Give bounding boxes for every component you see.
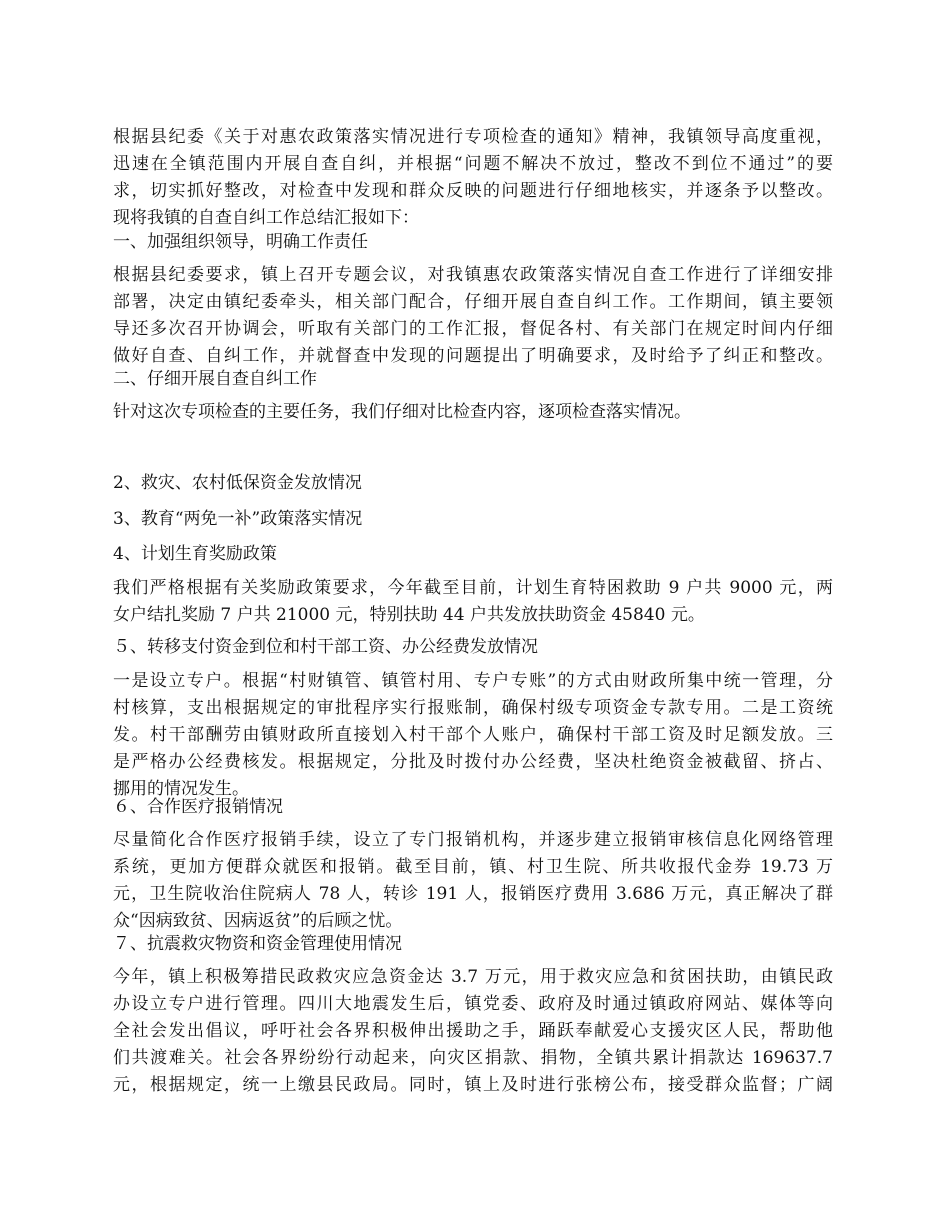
paragraph-line: 们共渡难关。社会各界纷纷行动起来，向灾区捐款、捐物，全镇共累计捐款达 169637.7: [113, 1048, 833, 1068]
paragraph-line: 发。村干部酬劳由镇财政所直接划入村干部个人账户，确保村干部工资及时足额发放。三: [113, 725, 833, 745]
paragraph-7: [113, 964, 833, 1099]
intro-paragraph: [113, 124, 833, 232]
list-item-text: ５、转移支付资金到位和村干部工资、办公经费发放情况: [113, 637, 538, 657]
paragraph-line: 尽量简化合作医疗报销手续，设立了专门报销机构，并逐步建立报销审核信息化网络管理: [113, 830, 833, 850]
paragraph-line: 办设立专户进行管理。四川大地震发生后，镇党委、政府及时通过镇政府网站、媒体等向: [113, 994, 833, 1014]
list-item-text: 4、计划生育奖励政策: [113, 544, 277, 564]
paragraph-line: 元，卫生院收治住院病人 78 人，转诊 191 人，报销医疗费用 3.686 万元，真正解决了群: [113, 884, 833, 904]
paragraph-line: 针对这次专项检查的主要任务，我们仔细对比检查内容，逐项检查落实情况。: [113, 402, 691, 422]
paragraph-line: 元，根据规定，统一上缴县民政局。同时，镇上及时进行张榜公布，接受群众监督；广阔: [113, 1075, 833, 1095]
list-item-5: [113, 634, 833, 661]
paragraph-2: [113, 399, 833, 426]
list-item-text: 2、救灾、农村低保资金发放情况: [113, 473, 362, 493]
paragraph-line: 做好自查、自纠工作，并就督查中发现的问题提出了明确要求，及时给予了纠正和整改。: [113, 346, 833, 366]
list-item-3: [113, 506, 833, 533]
paragraph-line: 部署，决定由镇纪委牵头，相关部门配合，仔细开展自查自纠工作。工作期间，镇主要领: [113, 292, 833, 312]
list-item-7: [113, 931, 833, 958]
list-item-text: 3、教育“两免一补”政策落实情况: [113, 509, 363, 529]
paragraph-1: [113, 262, 833, 370]
list-item-text: ７、抗震救灾物资和资金管理使用情况: [113, 934, 402, 954]
paragraph-line: 是严格办公经费核发。根据规定，分批及时拨付办公经费，坚决杜绝资金被截留、挤占、: [113, 752, 833, 772]
intro-line: 现将我镇的自查自纠工作总结汇报如下：: [113, 208, 419, 228]
list-item-text: ６、合作医疗报销情况: [113, 797, 283, 817]
section-heading-2: [113, 366, 833, 393]
heading-text: 一、加强组织领导，明确工作责任: [113, 232, 368, 252]
paragraph-line: 挪用的情况发生。: [113, 779, 249, 799]
paragraph-line: 一是设立专户。根据“村财镇管、镇管村用、专户专账”的方式由财政所集中统一管理，分: [113, 671, 833, 691]
list-item-6: [113, 794, 833, 821]
paragraph-line: 根据县纪委要求，镇上召开专题会议，对我镇惠农政策落实情况自查工作进行了详细安排: [113, 265, 833, 285]
paragraph-line: 众“因病致贫、因病返贫”的后顾之忧。: [113, 911, 403, 931]
heading-text: 二、仔细开展自查自纠工作: [113, 369, 317, 389]
paragraph-5: [113, 668, 833, 803]
paragraph-line: 系统，更加方便群众就医和报销。截至目前，镇、村卫生院、所共收报代金券 19.73 万: [113, 857, 833, 877]
paragraph-line: 村核算，支出根据规定的审批程序实行报账制，确保村级专项资金专款专用。二是工资统: [113, 698, 833, 718]
paragraph-line: 今年，镇上积极筹措民政救灾应急资金达 3.7 万元，用于救灾应急和贫困扶助，由镇民政: [113, 967, 833, 987]
paragraph-4: [113, 575, 833, 629]
list-item-2: [113, 470, 833, 497]
intro-line: 迅速在全镇范围内开展自查自纠，并根据“问题不解决不放过，整改不到位不通过”的要: [113, 154, 833, 174]
paragraph-line: 全社会发出倡议，呼吁社会各界积极伸出援助之手，踊跃奉献爱心支援灾区人民，帮助他: [113, 1021, 833, 1041]
intro-line: 求，切实抓好整改，对检查中发现和群众反映的问题进行仔细地核实，并逐条予以整改。: [113, 181, 833, 201]
intro-line: 根据县纪委《关于对惠农政策落实情况进行专项检查的通知》精神，我镇领导高度重视，: [113, 127, 833, 147]
section-heading-1: [113, 229, 833, 256]
paragraph-6: [113, 827, 833, 935]
list-item-4: [113, 541, 833, 568]
paragraph-line: 导还多次召开协调会，听取有关部门的工作汇报，督促各村、有关部门在规定时间内仔细: [113, 319, 833, 339]
paragraph-line: 我们严格根据有关奖励政策要求，今年截至目前，计划生育特困救助 9 户共 9000 元，两: [113, 578, 833, 598]
paragraph-line: 女户结扎奖励 7 户共 21000 元，特别扶助 44 户共发放扶助资金 45840 元。: [113, 605, 705, 625]
